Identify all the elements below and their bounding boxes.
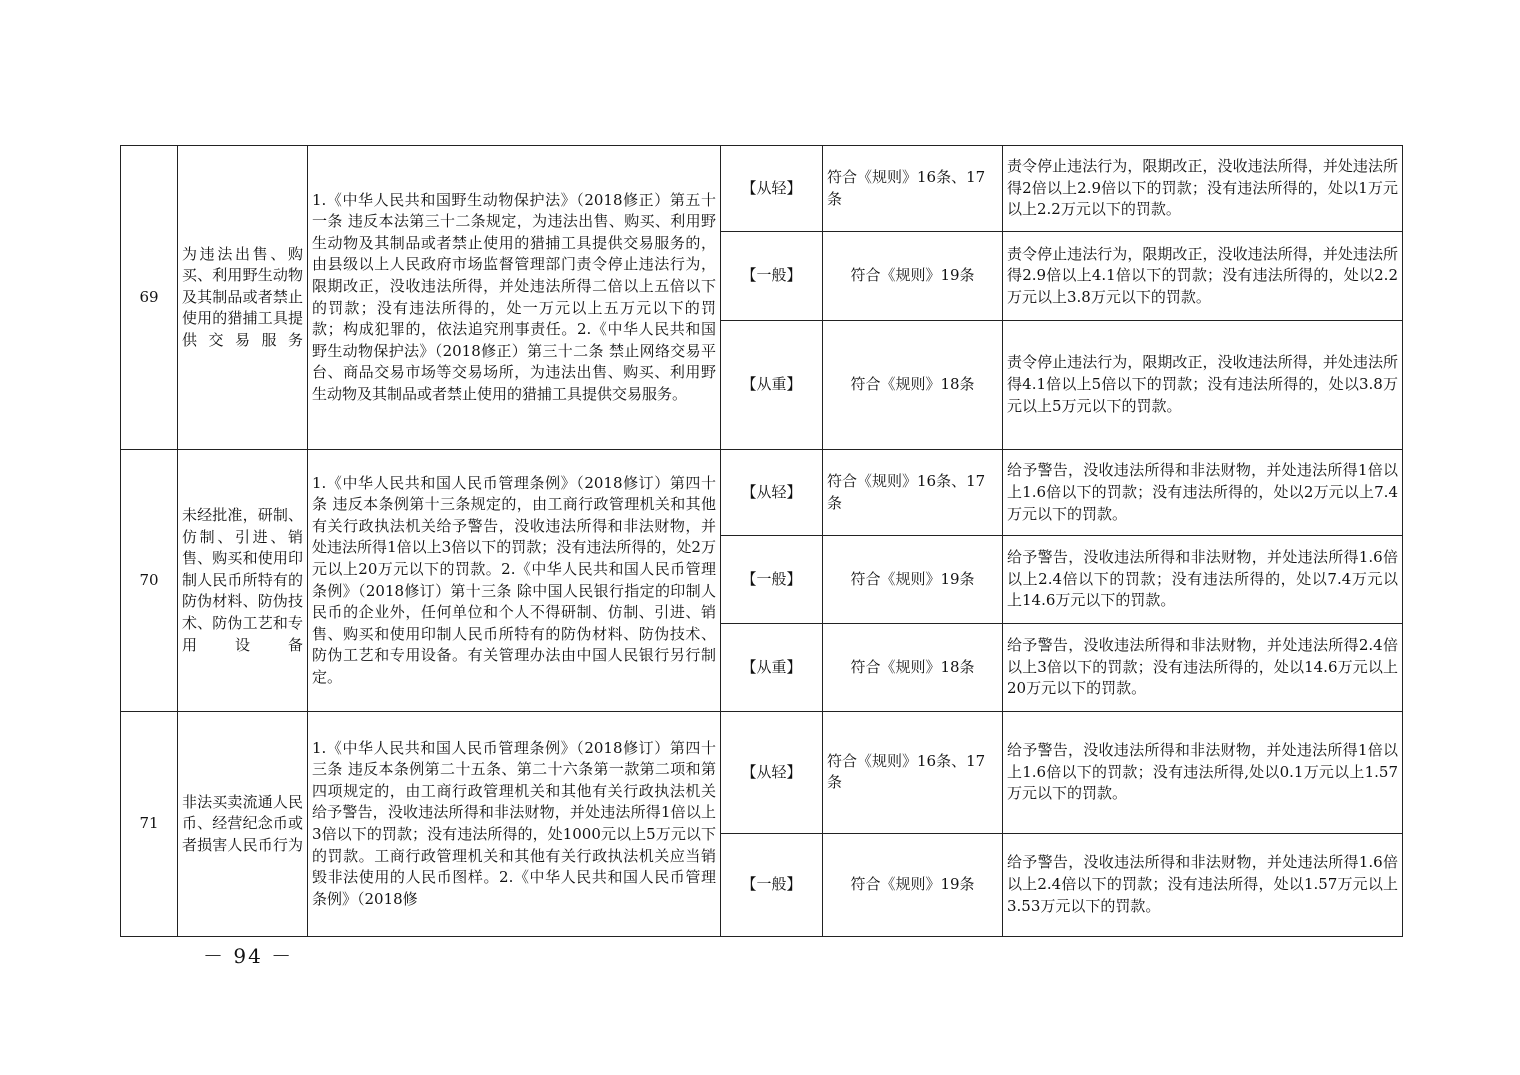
applicable-rule: 符合《规则》16条、17条: [823, 450, 1003, 536]
applicable-rule: 符合《规则》16条、17条: [823, 712, 1003, 833]
applicable-rule: 符合《规则》19条: [823, 232, 1003, 320]
table-row: [121, 450, 1403, 536]
penalty-standard: 给予警告，没收违法所得和非法财物，并处违法所得1.6倍以上2.4倍以下的罚款；没有违法所得的，处以7.4万元以上14.6万元以下的罚款。: [1003, 536, 1403, 623]
penalty-standard: 给予警告，没收违法所得和非法财物，并处违法所得2.4倍以上3倍以下的罚款；没有违法所得的，处以14.6万元以上20万元以下的罚款。: [1003, 623, 1403, 711]
illegal-act-description: 为违法出售、购买、利用野生动物及其制品或者禁止使用的猎捕工具提供交易服务: [178, 146, 308, 450]
discretion-level: 【一般】: [721, 536, 823, 623]
item-number: 71: [121, 712, 178, 937]
item-number: 69: [121, 146, 178, 450]
applicable-rule: 符合《规则》16条、17条: [823, 146, 1003, 232]
legal-basis: 1.《中华人民共和国人民币管理条例》（2018修订）第四十三条 违反本条例第二十五条、第二十六条第一款第二项和第四项规定的，由工商行政管理机关和其他有关行政执法机关给予警告，没收违法所得和非法财物，并处违法所得1倍以上3倍以下的罚款；没有违法所得的，处1000元以上5万元以下的罚款。工商行政管理机关和其他有关行政执法机关应当销毁非法使用的人民币图样。2.《中华人民共和国人民币管理条例》（2018修: [308, 712, 721, 937]
discretion-level: 【从重】: [721, 623, 823, 711]
applicable-rule: 符合《规则》18条: [823, 320, 1003, 449]
penalty-standard: 责令停止违法行为，限期改正，没收违法所得，并处违法所得4.1倍以上5倍以下的罚款；没有违法所得的，处以3.8万元以上5万元以下的罚款。: [1003, 320, 1403, 449]
applicable-rule: 符合《规则》19条: [823, 536, 1003, 623]
legal-basis: 1.《中华人民共和国人民币管理条例》（2018修订）第四十条 违反本条例第十三条规定的，由工商行政管理机关和其他有关行政执法机关给予警告，没收违法所得和非法财物，并处违法所得1倍以上3倍以下的罚款；没有违法所得的，处2万元以上20万元以下的罚款。2.《中华人民共和国人民币管理条例》（2018修订）第十三条 除中国人民银行指定的印制人民币的企业外，任何单位和个人不得研制、仿制、引进、销售、购买和使用印制人民币所特有的防伪材料、防伪技术、防伪工艺和专用设备。有关管理办法由中国人民银行另行制定。: [308, 450, 721, 712]
penalty-standard: 责令停止违法行为，限期改正，没收违法所得，并处违法所得2倍以上2.9倍以下的罚款；没有违法所得的，处以1万元以上2.2万元以下的罚款。: [1003, 146, 1403, 232]
page-number: － 94 －: [203, 944, 294, 968]
table-row: [121, 146, 1403, 232]
penalty-standard: 给予警告，没收违法所得和非法财物，并处违法所得1倍以上1.6倍以下的罚款；没有违法所得的，处以2万元以上7.4万元以下的罚款。: [1003, 450, 1403, 536]
discretion-level: 【一般】: [721, 833, 823, 936]
item-number: 70: [121, 450, 178, 712]
applicable-rule: 符合《规则》18条: [823, 623, 1003, 711]
illegal-act-description: 未经批准，研制、仿制、引进、销售、购买和使用印制人民币所特有的防伪材料、防伪技术、防伪工艺和专用设备: [178, 450, 308, 712]
penalty-standard: 给予警告，没收违法所得和非法财物，并处违法所得1.6倍以上2.4倍以下的罚款；没有违法所得，处以1.57万元以上3.53万元以下的罚款。: [1003, 833, 1403, 936]
penalty-standard: 责令停止违法行为，限期改正，没收违法所得，并处违法所得2.9倍以上4.1倍以下的罚款；没有违法所得的，处以2.2万元以上3.8万元以下的罚款。: [1003, 232, 1403, 320]
applicable-rule: 符合《规则》19条: [823, 833, 1003, 936]
discretion-level: 【一般】: [721, 232, 823, 320]
illegal-act-description: 非法买卖流通人民币、经营纪念币或者损害人民币行为: [178, 712, 308, 937]
discretion-level: 【从轻】: [721, 712, 823, 833]
legal-basis: 1.《中华人民共和国野生动物保护法》（2018修正）第五十一条 违反本法第三十二条规定，为违法出售、购买、利用野生动物及其制品或者禁止使用的猎捕工具提供交易服务的，由县级以上人民政府市场监督管理部门责令停止违法行为，限期改正，没收违法所得，并处违法所得二倍以上五倍以下的罚款；没有违法所得的，处一万元以上五万元以下的罚款；构成犯罪的，依法追究刑事责任。2.《中华人民共和国野生动物保护法》（2018修正）第三十二条 禁止网络交易平台、商品交易市场等交易场所，为违法出售、购买、利用野生动物及其制品或者禁止使用的猎捕工具提供交易服务。: [308, 146, 721, 450]
penalty-standards-table: [120, 145, 1403, 937]
discretion-level: 【从重】: [721, 320, 823, 449]
table-row: [121, 712, 1403, 833]
discretion-level: 【从轻】: [721, 146, 823, 232]
discretion-level: 【从轻】: [721, 450, 823, 536]
penalty-standard: 给予警告，没收违法所得和非法财物，并处违法所得1倍以上1.6倍以下的罚款；没有违法所得,处以0.1万元以上1.57万元以下的罚款。: [1003, 712, 1403, 833]
